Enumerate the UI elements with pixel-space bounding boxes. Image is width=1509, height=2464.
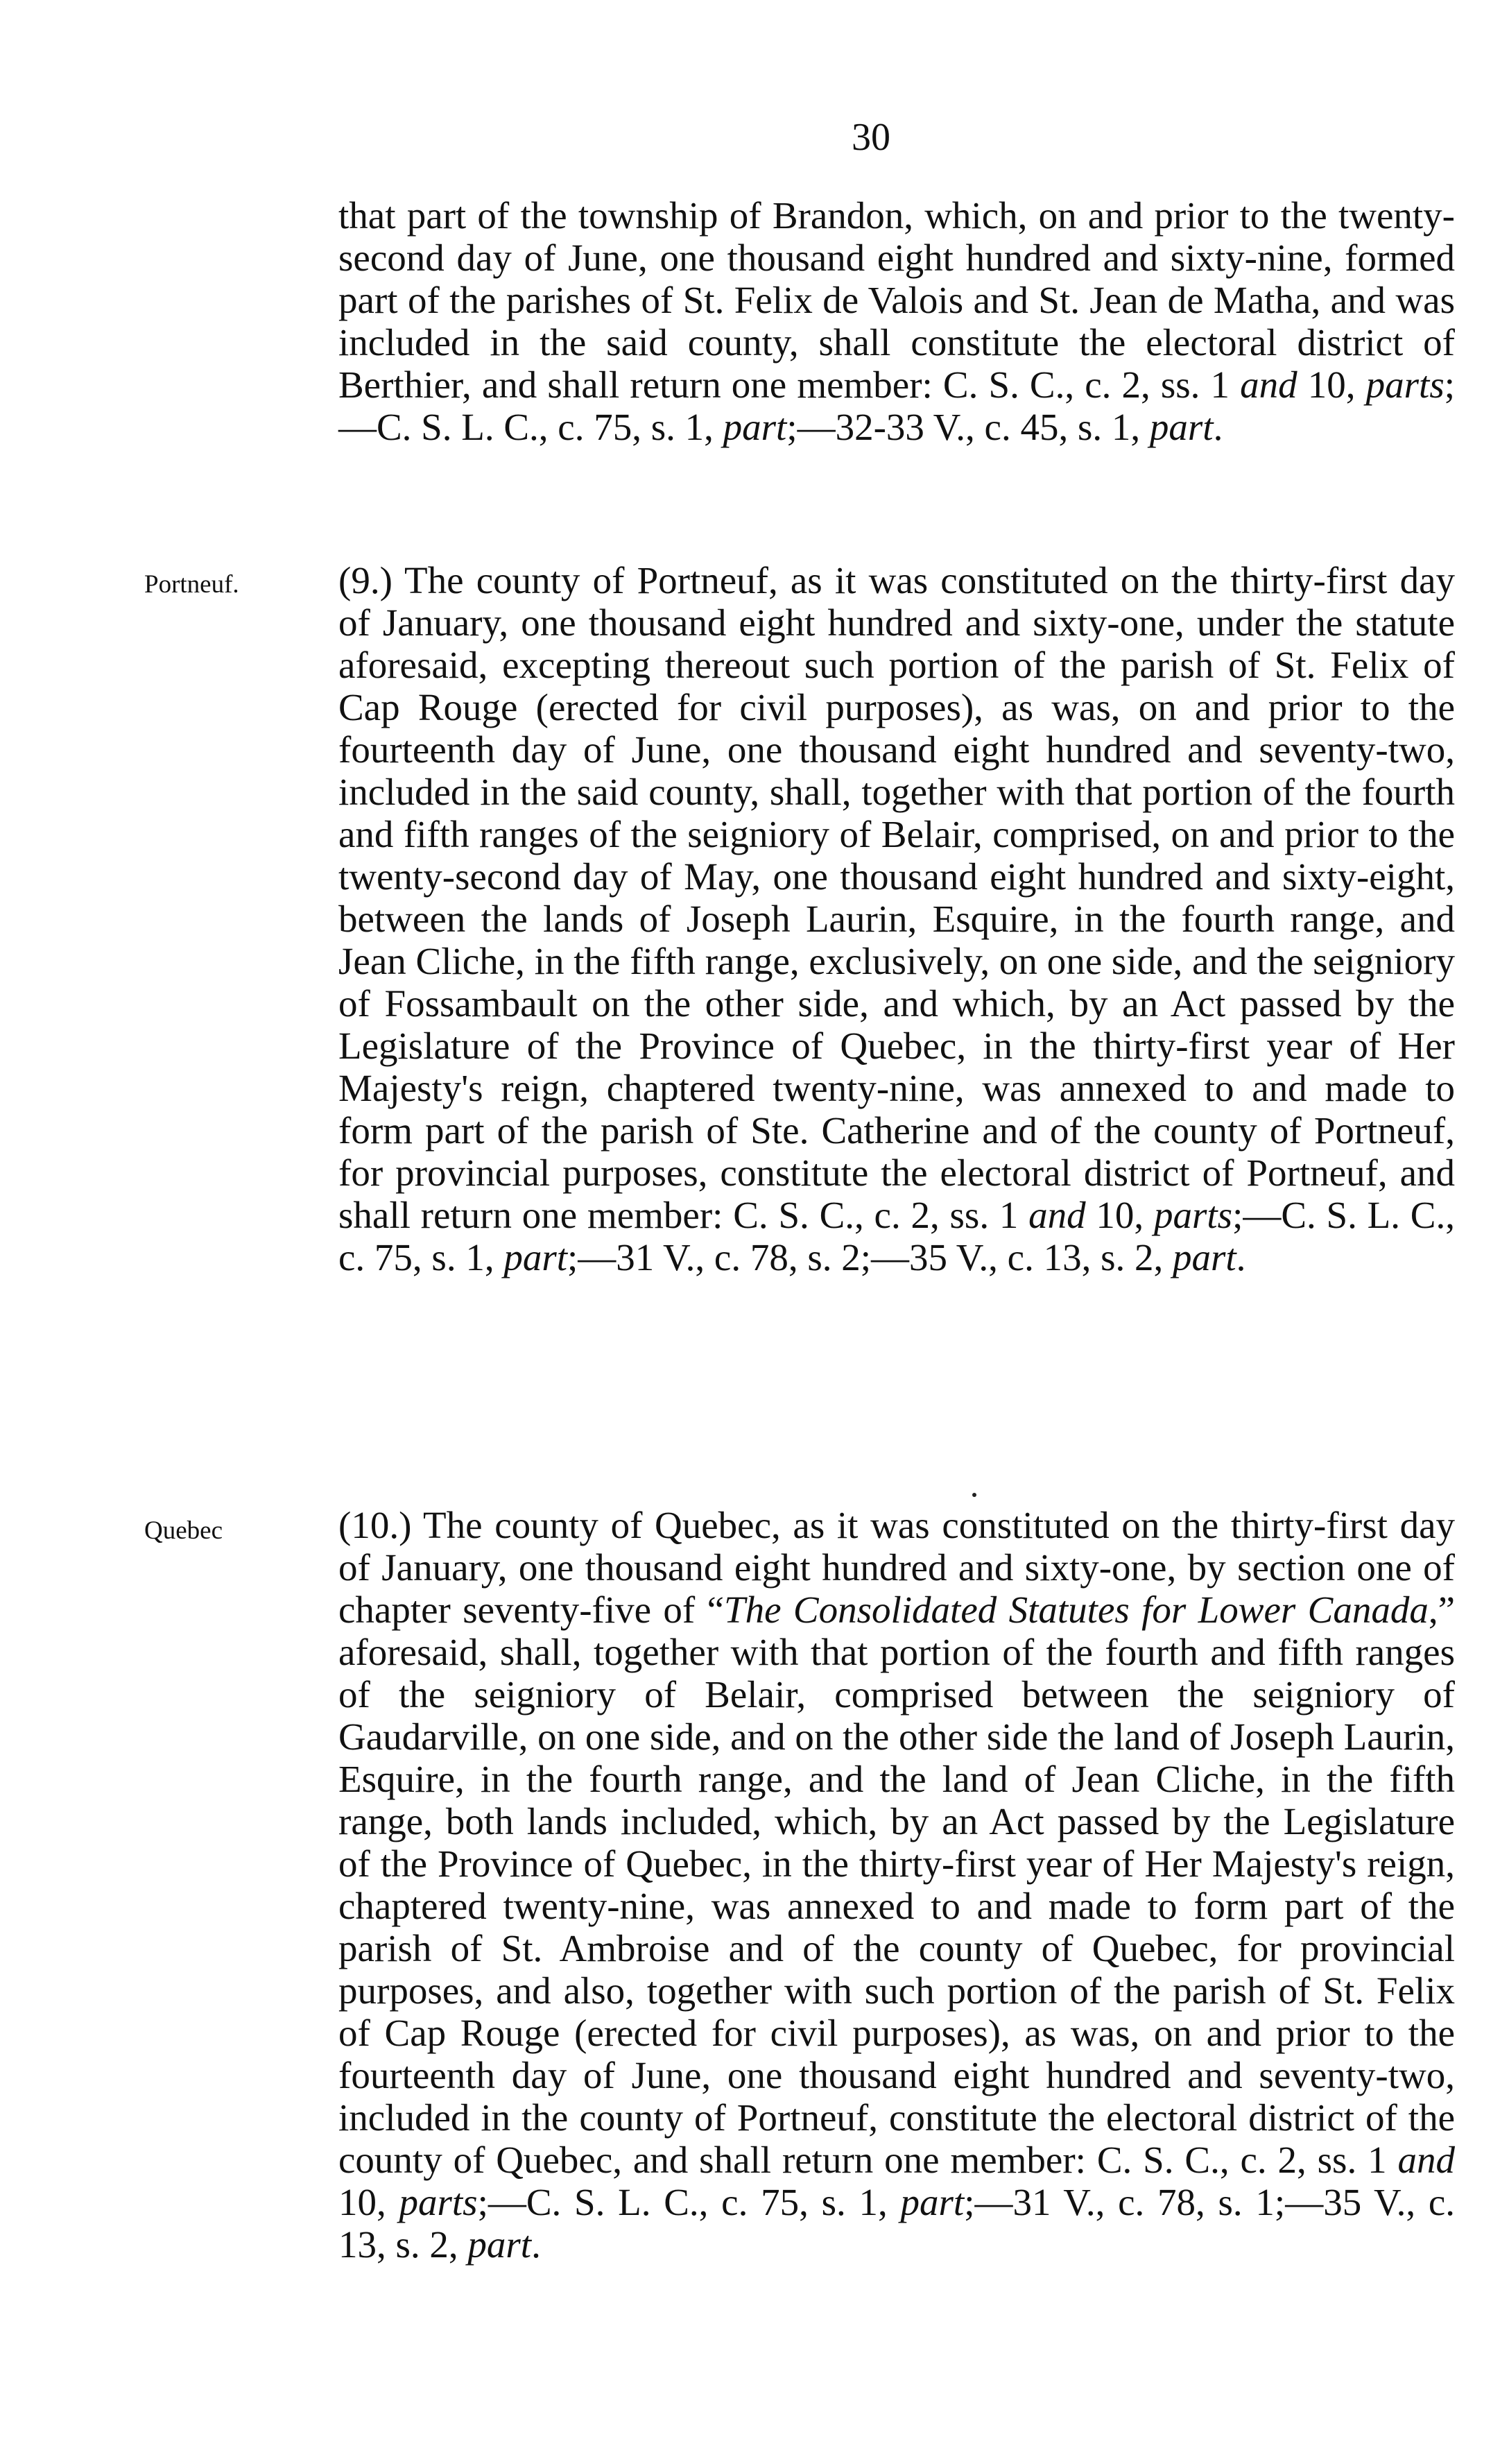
margin-note-portneuf: Portneuf. bbox=[144, 570, 239, 599]
paragraph-portneuf bbox=[338, 559, 1455, 1278]
paragraph-text: (10.) The county of Quebec, as it was constituted on the thirty-first day of January, one thousand eight hundred and sixty-one, by section one of chapter seventy-five of “The Consolidated Statutes for Lower Canada,” aforesaid, shall, together with that portion of the fourth and fifth ranges of the seigniory of Belair, comprised between the seigniory of Gaudarville, on one side, and on the other side the land of Joseph Laurin, Esquire, in the fourth range, and the land of Jean Cliche, in the fifth range, both lands included, which, by an Act passed by the Legislature of the Province of Quebec, in the thirty-first year of Her Majesty's reign, chaptered twenty-nine, was annexed to and made to form part of the parish of St. Ambroise and of the county of Quebec, for provincial purposes, and also, together with such portion of the parish of St. Felix of Cap Rouge (erected for civil purposes), as was, on and prior to the fourteenth day of June, one thousand eight hundred and seventy-two, included in the county of Portneuf, constitute the electoral district of the county of Quebec, and shall return one member: C. S. C., c. 2, ss. 1 and 10, parts;—C. S. L. C., c. 75, s. 1, part;—31 V., c. 78, s. 1;—35 V., c. 13, s. 2, part. bbox=[338, 1504, 1456, 2266]
paragraph-berthier-continuation bbox=[338, 194, 1455, 448]
paragraph-quebec bbox=[338, 1504, 1455, 2266]
printer-mark-dot bbox=[972, 1493, 976, 1497]
margin-note-quebec: Quebec bbox=[144, 1516, 223, 1545]
paragraph-text: that part of the township of Brandon, which, on and prior to the twenty-second day of June, one thousand eight hundred and sixty-nine, formed part of the parishes of St. Felix de Valois and St. Jean de Matha, and was included in the said county, shall constitute the electoral district of Berthier, and shall return one member: C. S. C., c. 2, ss. 1 and 10, parts;—C. S. L. C., c. 75, s. 1, part;—32-33 V., c. 45, s. 1, part. bbox=[338, 194, 1456, 448]
paragraph-text: (9.) The county of Portneuf, as it was constituted on the thirty-first day of January, one thousand eight hundred and sixty-one, under the statute aforesaid, excepting thereout such portion of the parish of St. Felix of Cap Rouge (erected for civil purposes), as was, on and prior to the fourteenth day of June, one thousand eight hundred and seventy-two, included in the said county, shall, together with that portion of the fourth and fifth ranges of the seigniory of Belair, comprised, on and prior to the twenty-second day of May, one thousand eight hundred and sixty-eight, between the lands of Joseph Laurin, Esquire, in the fourth range, and Jean Cliche, in the fifth range, exclusively, on one side, and the seigniory of Fossambault on the other side, and which, by an Act passed by the Legislature of the Province of Quebec, in the thirty-first year of Her Majesty's reign, chaptered twenty-nine, was annexed to and made to form part of the parish of Ste. Catherine and of the county of Portneuf, for provincial purposes, constitute the electoral district of Portneuf, and shall return one member: C. S. C., c. 2, ss. 1 and 10, parts;—C. S. L. C., c. 75, s. 1, part;—31 V., c. 78, s. 2;—35 V., c. 13, s. 2, part. bbox=[338, 559, 1455, 1278]
page-number: 30 bbox=[852, 116, 890, 159]
